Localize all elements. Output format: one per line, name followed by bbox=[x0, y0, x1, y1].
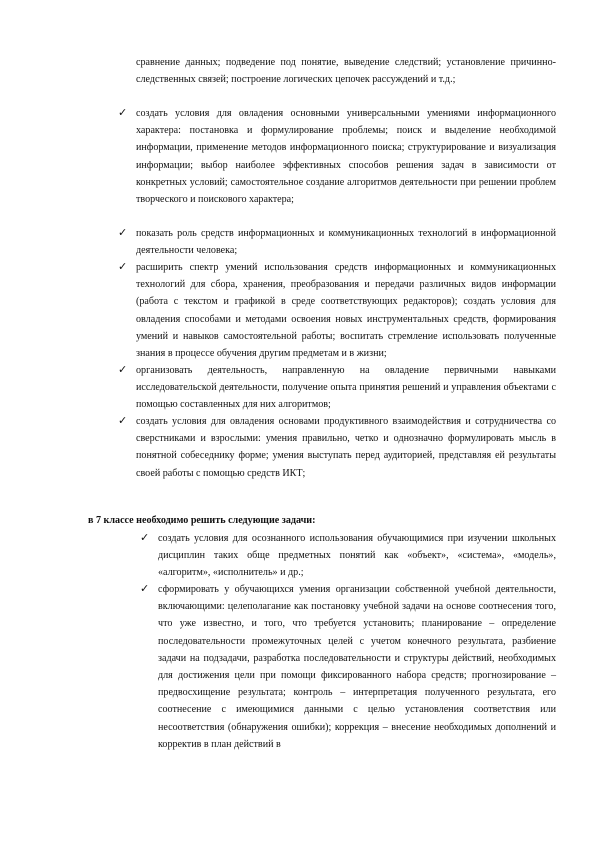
check-icon: ✓ bbox=[118, 415, 128, 427]
continuation-paragraph: сравнение данных; подведение под понятие, выведение следствий; установление причинно-следственных связей; построение логических цепочек рассуждений и т.д.; bbox=[136, 57, 556, 86]
check-icon: ✓ bbox=[118, 227, 128, 239]
check-icon: ✓ bbox=[140, 532, 150, 544]
list-item: создать условия для овладения основами продуктивного взаимодействия и сотрудничества со сверстниками и взрослыми: умения правильно, четко и однозначно формулировать мысль в понятной собеседнику форме; умения выступать перед аудиторией, представляя ей результаты своей работы с помощью средств ИКТ; bbox=[136, 416, 556, 479]
check-icon: ✓ bbox=[140, 583, 150, 595]
check-icon: ✓ bbox=[118, 364, 128, 376]
list-item: сформировать у обучающихся умения организации собственной учебной деятельности, включающими: целеполагание как постановку учебной задачи на основе соотнесения того, что уже известно, и того, что требуется установить; планирование – определение последовательности промежуточных целей с учетом конечного результата, разбиение задачи на подзадачи, разработка последовательности и структуры действий, необходимых для достижения цели при помощи фиксированного набора средств; прогнозирование – предвосхищение результата; контроль – интерпретация полученного результата, его соотнесение с имеющимися данными с целью установления соответствия или несоответствия (обнаружения ошибки); коррекция – внесение необходимых дополнений и корректив в план действий в bbox=[158, 584, 556, 750]
list-item: организовать деятельность, направленную на овладение первичными навыками исследовательской деятельности, получение опыта принятия решений и управления объектами с помощью составленных для них алгоритмов; bbox=[136, 365, 556, 411]
list-item: расширить спектр умений использования средств информационных и коммуникационных технологий для сбора, хранения, преобразования и передачи различных видов информации (работа с текстом и графикой в среде соответствующих редакторов); создать условия для овладения способами и методами освоения новых инструментальных средств, формирования умений и навыков самостоятельной работы; воспитать стремление использовать полученные знания в процессе обучения другим предметам и в жизни; bbox=[136, 262, 556, 360]
list-item: показать роль средств информационных и коммуникационных технологий в информационной деятельности человека; bbox=[136, 228, 556, 257]
list-item: создать условия для овладения основными универсальными умениями информационного характера: постановка и формулирование проблемы; поиск и выделение необходимой информации, применение методов информационного поиска; структурирование и визуализация информации; выбор наиболее эффективных способов решения задач в зависимости от конкретных условий; самостоятельное создание алгоритмов деятельности при решении проблем творческого и поискового характера; bbox=[136, 108, 556, 206]
list-item: создать условия для осознанного использования обучающимися при изучении школьных дисциплин таких обще предметных понятий как «объект», «система», «модель», «алгоритм», «исполнитель» и др.; bbox=[158, 533, 556, 579]
section-heading: в 7 классе необходимо решить следующие задачи: bbox=[88, 515, 316, 526]
check-icon: ✓ bbox=[118, 107, 128, 119]
check-icon: ✓ bbox=[118, 261, 128, 273]
